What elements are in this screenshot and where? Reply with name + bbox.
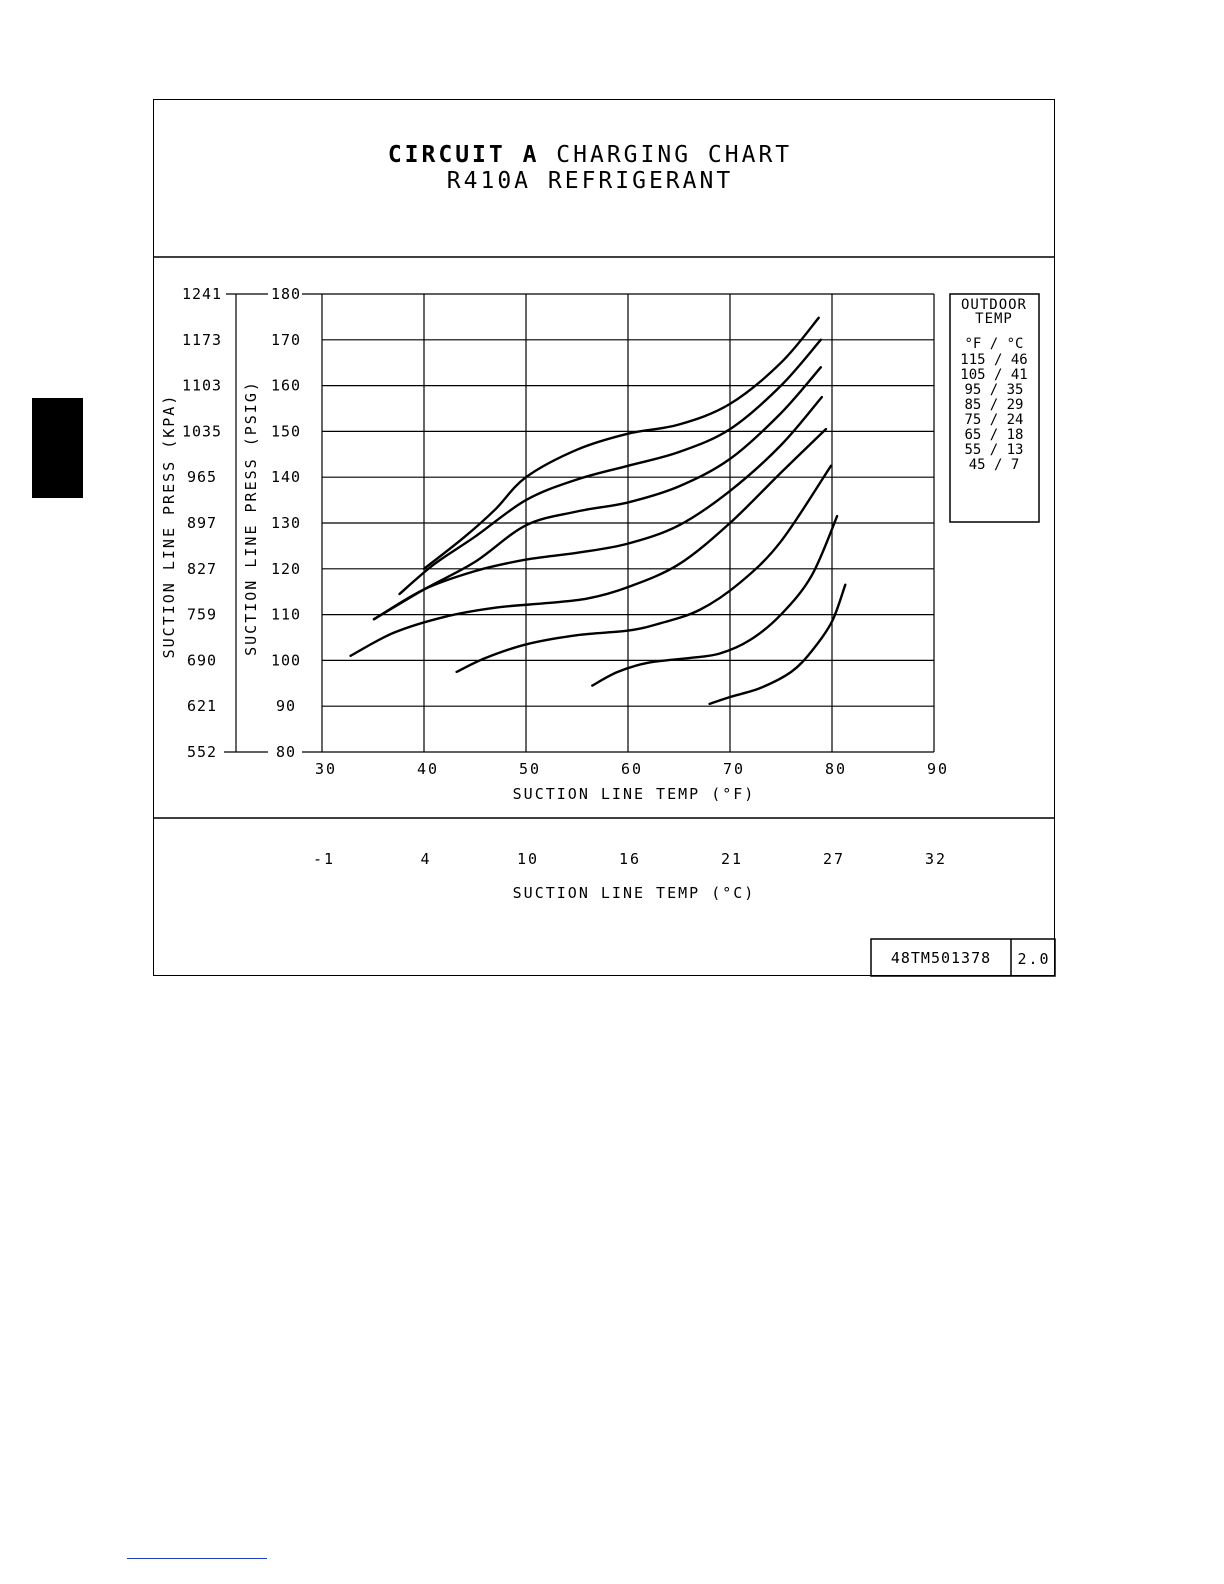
legend-entry: 65 / 18 bbox=[964, 427, 1024, 443]
y-tick-label-psig: 140 bbox=[270, 468, 302, 487]
x-tick-label-celsius: -1 bbox=[312, 850, 336, 868]
x-tick-label-celsius: 10 bbox=[516, 850, 540, 868]
chart-subtitle: R410A REFRIGERANT bbox=[446, 168, 734, 194]
y-tick-label-kpa: 690 bbox=[186, 651, 218, 670]
y-tick-label-psig: 120 bbox=[270, 559, 302, 578]
y-tick-label-kpa: 621 bbox=[186, 697, 218, 716]
legend-entry: 105 / 41 bbox=[960, 367, 1028, 383]
chart-title-bold: CIRCUIT A bbox=[387, 142, 540, 168]
y-axis-title-kpa: SUCTION LINE PRESS (KPA) bbox=[160, 393, 178, 659]
y-tick-label-psig: 180 bbox=[270, 285, 302, 303]
doc-number: 48TM501378 bbox=[890, 949, 992, 967]
x-tick-label: 40 bbox=[416, 760, 440, 778]
y-tick-label-kpa: 827 bbox=[186, 559, 218, 578]
legend-title-line1: OUTDOOR bbox=[960, 297, 1028, 313]
series-layer bbox=[351, 318, 846, 704]
x-tick-label: 50 bbox=[518, 760, 542, 778]
x-tick-label: 70 bbox=[722, 760, 746, 778]
legend-entry: 95 / 35 bbox=[964, 382, 1024, 398]
series-line-5 bbox=[351, 429, 826, 656]
y-axis-title-psig: SUCTION LINE PRESS (PSIG) bbox=[242, 380, 260, 656]
x-tick-label-celsius: 16 bbox=[618, 850, 642, 868]
y-tick-label-psig: 150 bbox=[270, 422, 302, 441]
x-tick-label: 90 bbox=[926, 760, 950, 778]
y-tick-label-kpa: 552 bbox=[186, 743, 218, 761]
y-tick-label-psig: 170 bbox=[270, 330, 302, 349]
legend-entry: 115 / 46 bbox=[960, 352, 1028, 368]
legend-entries bbox=[960, 352, 1027, 473]
y-tick-label-kpa: 1103 bbox=[181, 376, 223, 395]
footer-rule bbox=[127, 1558, 267, 1559]
x-tick-label-celsius: 32 bbox=[924, 850, 948, 868]
y-tick-label-kpa: 1241 bbox=[181, 285, 223, 303]
chart-title-rest: CHARGING CHART bbox=[556, 142, 793, 168]
grid-layer bbox=[322, 294, 934, 752]
x-tick-label: 30 bbox=[314, 760, 338, 778]
y-tick-label-psig: 100 bbox=[270, 651, 302, 670]
legend-entry: 75 / 24 bbox=[964, 412, 1024, 428]
legend-header: °F / °C bbox=[964, 336, 1024, 352]
y-tick-label-psig: 90 bbox=[275, 697, 297, 716]
y-tick-label-psig: 110 bbox=[270, 605, 302, 624]
x-axis-title: SUCTION LINE TEMP (°F) bbox=[512, 785, 756, 803]
y-tick-label-kpa: 1173 bbox=[181, 330, 223, 349]
y-tick-label-psig: 160 bbox=[270, 376, 302, 395]
revision-number: 2.0 bbox=[1017, 950, 1051, 968]
legend-entry: 55 / 13 bbox=[964, 442, 1024, 458]
x-tick-label-celsius: 4 bbox=[420, 850, 432, 868]
legend-entry: 45 / 7 bbox=[968, 457, 1020, 473]
y-tick-label-kpa: 759 bbox=[186, 605, 218, 624]
x-tick-label: 80 bbox=[824, 760, 848, 778]
axes-layer bbox=[182, 285, 949, 868]
x-tick-label: 60 bbox=[620, 760, 644, 778]
y-tick-label-psig: 130 bbox=[270, 514, 302, 532]
y-tick-label-kpa: 1035 bbox=[181, 422, 223, 441]
legend-title-line2: TEMP bbox=[975, 311, 1013, 327]
y-tick-label-psig: 80 bbox=[275, 743, 297, 761]
x-axis-title-celsius: SUCTION LINE TEMP (°C) bbox=[512, 884, 756, 902]
x-tick-label-celsius: 21 bbox=[720, 850, 744, 868]
y-tick-label-kpa: 965 bbox=[186, 468, 218, 487]
legend-entry: 85 / 29 bbox=[964, 397, 1024, 413]
y-tick-label-kpa: 897 bbox=[186, 514, 218, 532]
x-tick-label-celsius: 27 bbox=[822, 850, 846, 868]
